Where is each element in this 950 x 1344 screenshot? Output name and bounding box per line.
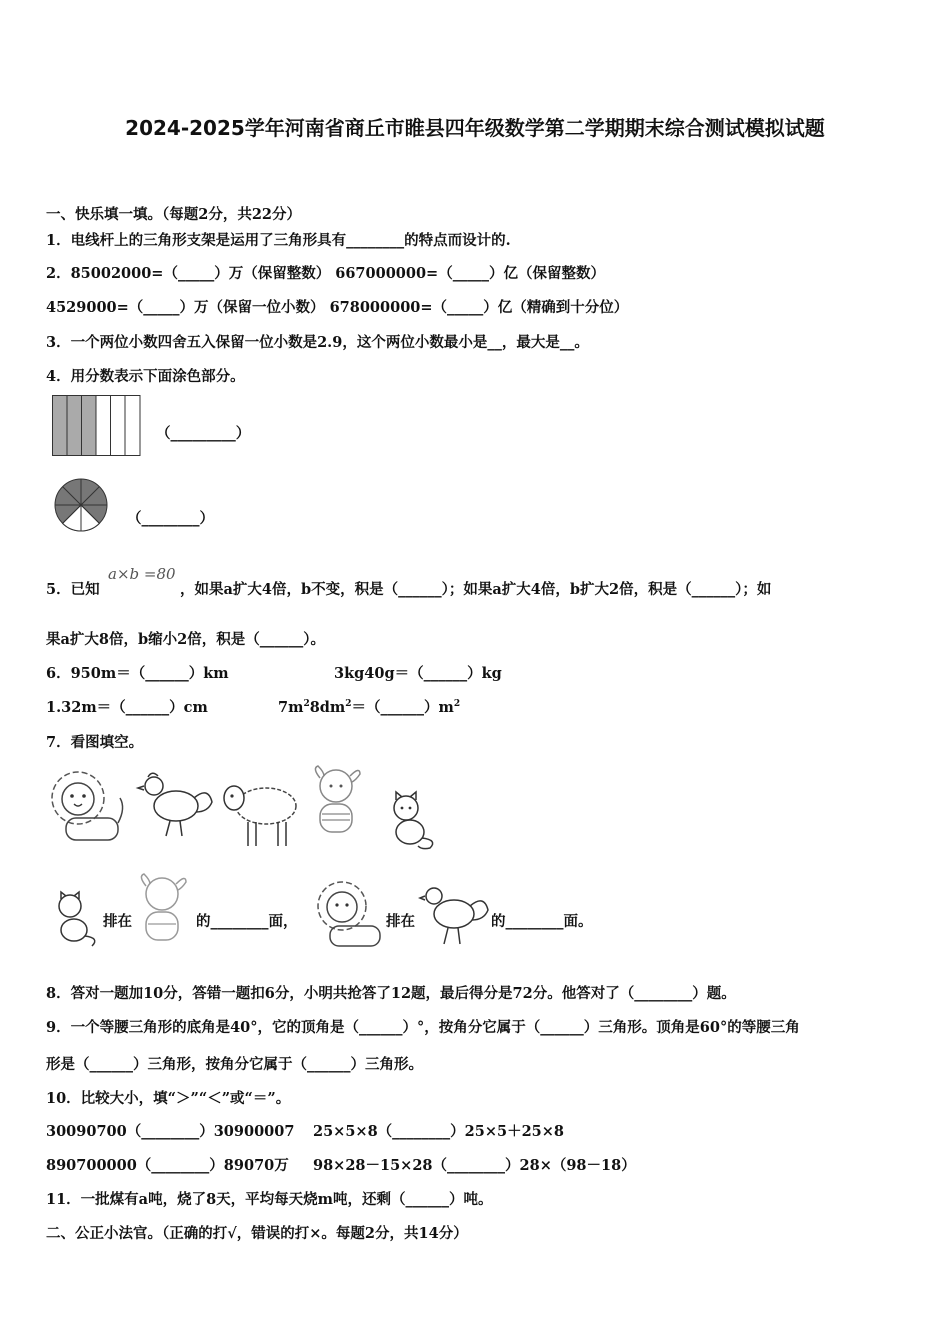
question-8: 8．答对一题加10分，答错一题扣6分，小明共抢答了12题，最后得分是72分。他答对了（________）题。 [46, 985, 736, 1002]
question-2-line-1: 2．85002000=（_____）万（保留整数） 667000000=（_____）亿（保留整数） [46, 265, 605, 282]
question-5-line-1: ，如果a扩大4倍，b不变，积是（______）；如果a扩大4倍，b扩大2倍，积是（______）；如 [180, 581, 772, 598]
question-6-c: 1.32m＝（______）cm [46, 699, 208, 716]
rooster-icon [136, 768, 216, 840]
section-1-heading: 一、快乐填一填。（每题2分，共22分） [46, 206, 302, 223]
lion-icon [46, 768, 128, 844]
question-10-row-1b: 25×5×8（________）25×5＋25×8 [313, 1123, 564, 1140]
question-6-d: $7m^28dm^2=(\_\_\_\_\_\_)m^2$ [278, 699, 461, 716]
question-7-text-1: 排在 [103, 913, 132, 930]
question-6-b: 3kg40g＝（______）kg [334, 665, 502, 682]
question-10-row-2a: 890700000（________）89070万 [46, 1157, 289, 1174]
question-5-prefix: 5．已知 [46, 581, 100, 598]
question-9-line-1: 9．一个等腰三角形的底角是40°，它的顶角是（______）°，按角分它属于（______）三角形。顶角是60°的等腰三角 [46, 1019, 800, 1036]
question-7-text-2: 的________面， [196, 913, 298, 930]
rooster-icon-small [418, 880, 490, 948]
lion-icon-small [312, 878, 388, 950]
question-4-blank-2: （________） [127, 510, 214, 527]
question-4-blank-1: （_________） [156, 425, 251, 442]
formula-a-times-b: a×b =80 [108, 565, 176, 583]
question-5-line-2: 果a扩大8倍，b缩小2倍，积是（______）。 [46, 631, 325, 648]
question-3: 3．一个两位小数四舍五入保留一位小数是2.9，这个两位小数最小是__，最大是__。 [46, 334, 589, 351]
dog-icon-small [136, 872, 192, 946]
question-2-line-2: 4529000=（_____）万（保留一位小数） 678000000=（_____）亿（精确到十分位） [46, 299, 629, 316]
question-10-row-2b: 98×28－15×28（________）28×（98－18） [313, 1157, 636, 1174]
question-1: 1．电线杆上的三角形支架是运用了三角形具有________的特点而设计的. [46, 232, 511, 249]
question-6-a: 6．950m＝（______）km [46, 665, 229, 682]
question-9-line-2: 形是（______）三角形，按角分它属于（______）三角形。 [46, 1056, 423, 1073]
dog-icon [310, 764, 370, 838]
fraction-circle-figure [54, 478, 108, 532]
question-10: 10．比较大小，填“＞”“＜”或“＝”。 [46, 1090, 291, 1107]
cat-icon-small [50, 890, 102, 948]
question-7-text-3: 排在 [386, 913, 415, 930]
question-4: 4．用分数表示下面涂色部分。 [46, 368, 245, 385]
question-11: 11．一批煤有a吨，烧了8天，平均每天烧m吨，还剩（______）吨。 [46, 1191, 493, 1208]
question-7: 7．看图填空。 [46, 734, 144, 751]
question-10-row-1a: 30090700（________）30900007 [46, 1123, 295, 1140]
section-2-heading: 二、公正小法官。（正确的打√，错误的打×。每题2分，共14分） [46, 1225, 468, 1242]
cat-icon [384, 790, 440, 850]
fraction-bar-figure [52, 395, 142, 457]
sheep-icon [220, 776, 300, 848]
question-7-text-4: 的________面。 [491, 913, 593, 930]
page-title: 2024-2025学年河南省商丘市睢县四年级数学第二学期期末综合测试模拟试题 [125, 116, 825, 140]
